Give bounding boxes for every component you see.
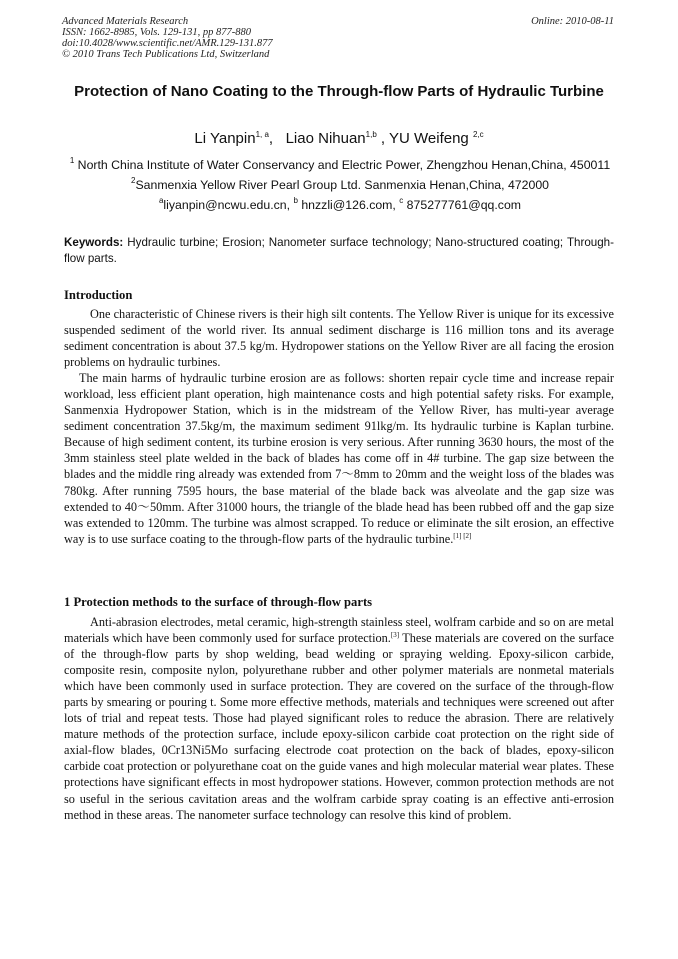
email-address: 875277761@qq.com [403, 198, 522, 212]
author-affiliation-mark: 1,b [365, 130, 377, 139]
copyright-line: © 2010 Trans Tech Publications Ltd, Switzerland [62, 49, 270, 60]
email-line [40, 195, 640, 215]
affiliation-text: Sanmenxia Yellow River Pearl Group Ltd. Sanmenxia Henan,China, 472000 [135, 178, 550, 192]
affiliation-mark: 2 [130, 176, 136, 185]
citation-mark: [3] [390, 631, 400, 640]
author-name: Li Yanpin [194, 130, 256, 147]
affiliations [40, 155, 640, 215]
author-affiliation-mark: 2,c [472, 130, 484, 139]
journal-name: Advanced Materials Research [62, 16, 189, 27]
affiliation-text: North China Institute of Water Conservancy and Electric Power, Zhengzhou Henan,China, 450011 [74, 158, 611, 172]
paper-title: Protection of Nano Coating to the Through-flow Parts of Hydraulic Turbine [74, 83, 604, 100]
protection-methods-body [64, 614, 614, 823]
introduction-body [64, 306, 614, 547]
author-line [0, 130, 678, 148]
author-affiliation-mark: 1, a [255, 130, 269, 139]
section-heading-protection-methods: 1 Protection methods to the surface of through-flow parts [64, 595, 373, 609]
citation-mark: [1] [2] [453, 531, 472, 540]
journal-header [62, 16, 273, 60]
affiliation-line [40, 155, 640, 175]
author-separator: , [376, 130, 389, 147]
email-mark: c [399, 196, 404, 205]
paragraph [64, 370, 614, 547]
paragraph [64, 614, 614, 823]
author-separator: , [268, 130, 286, 147]
email-address: liyanpin@ncwu.edu.cn, [163, 198, 294, 212]
email-address: hnzzli@126.com, [297, 198, 400, 212]
affiliation-line [40, 175, 640, 195]
keywords-text: Hydraulic turbine; Erosion; Nanometer surface technology; Nano-structured coating; Through-flow parts. [64, 236, 614, 265]
affiliation-mark: 1 [69, 156, 75, 165]
section-heading-introduction: Introduction [64, 288, 133, 302]
email-mark: b [293, 196, 298, 205]
online-date: Online: 2010-08-11 [531, 16, 614, 27]
doi-line: doi:10.4028/www.scientific.net/AMR.129-131.877 [62, 38, 273, 49]
paragraph: One characteristic of Chinese rivers is their high silt contents. The Yellow River is unique for its excessive suspended sediment of the world river. Its annual sediment discharge is 116 million tons and its average sediment concentration is about 37.5 kg/m. Hydropower stations on the Yellow River are all facing the erosion problems on hydraulic turbines. [64, 307, 614, 370]
paragraph-text: These materials are covered on the surface of the through-flow parts by shop welding, bead welding or spraying welding. Epoxy-silicon carbide, composite resin, composite nylon, polyurethane rubber and other polymer materials are nonmetal materials which have been commonly used in surface protection. They are covered on the surface of the through-flow parts by smearing or pouring t. Some more effective methods, materials and techniques were screened out after lots of trial and repeat tests. Those had played significant roles to reduce the abrasion. There are relatively mature methods of the protection surface, include epoxy-silicon carbide coat protection on the right side of axial-flow blades, 0Cr13Ni5Mo surfacing electrode coat protection on the back of blades, epoxy-silicon carbide coat protection or polyurethane coat on the guide vanes and high molecular material wear plates. These protections have significant effects in most hydropower stations. However, common protection methods are not so useful in the serious cavitation areas and the wolfram carbide spray coating is an effective anti-errosion method in these areas. The nanometer surface technology can resolve this kind of problem. [64, 631, 614, 822]
author-name: YU Weifeng [389, 130, 473, 147]
keywords-label: Keywords: [64, 236, 124, 249]
email-mark: a [158, 196, 164, 205]
paragraph-text: Anti-abrasion electrodes, metal ceramic, high-strength stainless steel, wolfram carbide and so on are metal materials which have been commonly used for surface protection. [64, 615, 614, 646]
issn-line: ISSN: 1662-8985, Vols. 129-131, pp 877-880 [62, 27, 251, 38]
author-name: Liao Nihuan [285, 130, 366, 147]
paragraph-text: The main harms of hydraulic turbine erosion are as follows: shorten repair cycle time and increase repair workload, less efficient plant operation, high maintenance costs and high potential safety risks. For example, Sanmenxia Hydropower Station, which is in the midstream of the Yellow River, has multi-year average sediment concentration 37.5kg/m, the maximum sediment 91lkg/m. Its hydraulic turbine is Kaplan turbine. Because of high sediment content, its turbine erosion is very serious. After running 3630 hours, the most of the 3mm stainless steel plate welded in the back of blades has come off in 4# turbine. The gap size between the blades and the middle ring already was extended from 7～8mm to 20mm and the weight loss of the blades was 780kg. After running 7595 hours, the base material of the blade back was alveolate and the gap size was extended to 40～50mm. After 31000 hours, the triangle of the blade head has been rubbed off and the gap size was extended to 120mm. The turbine was almost scrapped. To reduce or eliminate the silt erosion, an effective way is to use surface coating to the through-flow parts of the hydraulic turbine. [64, 371, 614, 546]
keywords [64, 235, 614, 267]
